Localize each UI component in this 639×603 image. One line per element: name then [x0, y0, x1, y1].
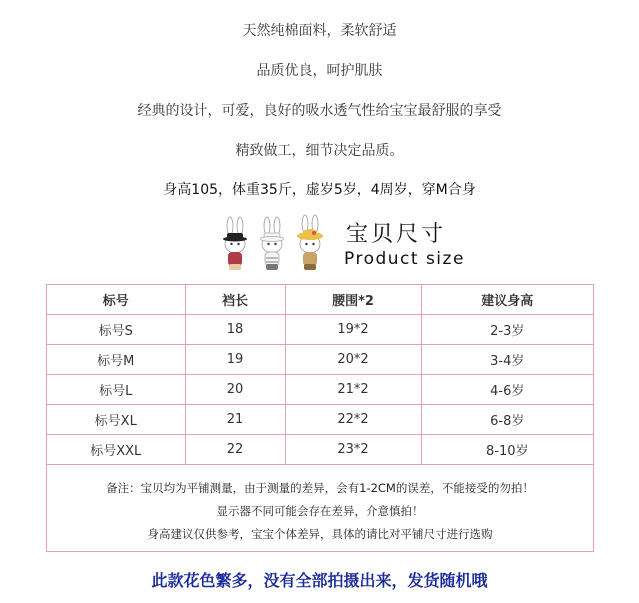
- cell-size: 标号XXL: [47, 435, 185, 465]
- description-line: 身高105，体重35斤，虚岁5岁，4周岁，穿M合身: [163, 182, 476, 198]
- note-line: 显示器不同可能会存在差异，介意慎拍！: [216, 504, 424, 518]
- rabbit-white-hat-icon: [260, 217, 284, 270]
- cell-height: 8-10岁: [421, 435, 593, 465]
- cell-waist: 23*2: [285, 435, 421, 465]
- note-line: 备注：宝贝均为平铺测量，由于测量的差异，会有1-2CM的误差，不能接受的勿拍！: [106, 481, 534, 495]
- footer-notice: 此款花色繁多，没有全部拍摄出来，发货随机哦: [151, 571, 488, 590]
- notes-area: [47, 461, 593, 542]
- description-line: 精致做工，细节决定品质。: [235, 143, 404, 159]
- rabbit-yellow-hat-icon: [297, 215, 323, 270]
- note-line: 身高建议仅供参考，宝宝个体差异，具体的请比对平铺尺寸进行选购: [147, 527, 493, 541]
- cell-height: 2-3岁: [421, 315, 593, 345]
- cell-height: 6-8岁: [421, 405, 593, 435]
- cell-size: 标号M: [47, 345, 185, 375]
- rabbit-mascots-icon: [218, 214, 333, 274]
- cell-size: 标号L: [47, 375, 185, 405]
- size-chart-box: [46, 284, 594, 552]
- cell-rise: 18: [185, 315, 285, 345]
- cell-height: 3-4岁: [421, 345, 593, 375]
- size-table: [47, 285, 593, 465]
- header-size-label: 标号: [47, 285, 185, 315]
- cell-waist: 22*2: [285, 405, 421, 435]
- header-height: 建议身高: [421, 285, 593, 315]
- description-line: 经典的设计，可爱，良好的吸水透气性给宝宝最舒服的享受: [137, 103, 502, 119]
- table-row: [47, 405, 593, 435]
- cell-rise: 22: [185, 435, 285, 465]
- cell-rise: 20: [185, 375, 285, 405]
- cell-waist: 21*2: [285, 375, 421, 405]
- cell-size: 标号XL: [47, 405, 185, 435]
- header-rise: 裆长: [185, 285, 285, 315]
- cell-waist: 19*2: [285, 315, 421, 345]
- table-row: [47, 375, 593, 405]
- header-waist: 腰围*2: [285, 285, 421, 315]
- cell-height: 4-6岁: [421, 375, 593, 405]
- cell-rise: 19: [185, 345, 285, 375]
- table-header-row: [47, 285, 593, 315]
- table-row: [47, 435, 593, 465]
- description-line: 品质优良，呵护肌肤: [256, 63, 383, 79]
- section-title-cn: 宝贝尺寸: [346, 222, 447, 247]
- rabbit-black-hat-icon: [223, 217, 247, 270]
- description-line: 天然纯棉面料，柔软舒适: [242, 23, 397, 39]
- cell-size: 标号S: [47, 315, 185, 345]
- cell-waist: 20*2: [285, 345, 421, 375]
- cell-rise: 21: [185, 405, 285, 435]
- table-row: [47, 315, 593, 345]
- table-row: [47, 345, 593, 375]
- section-title-en: Product size: [344, 249, 465, 269]
